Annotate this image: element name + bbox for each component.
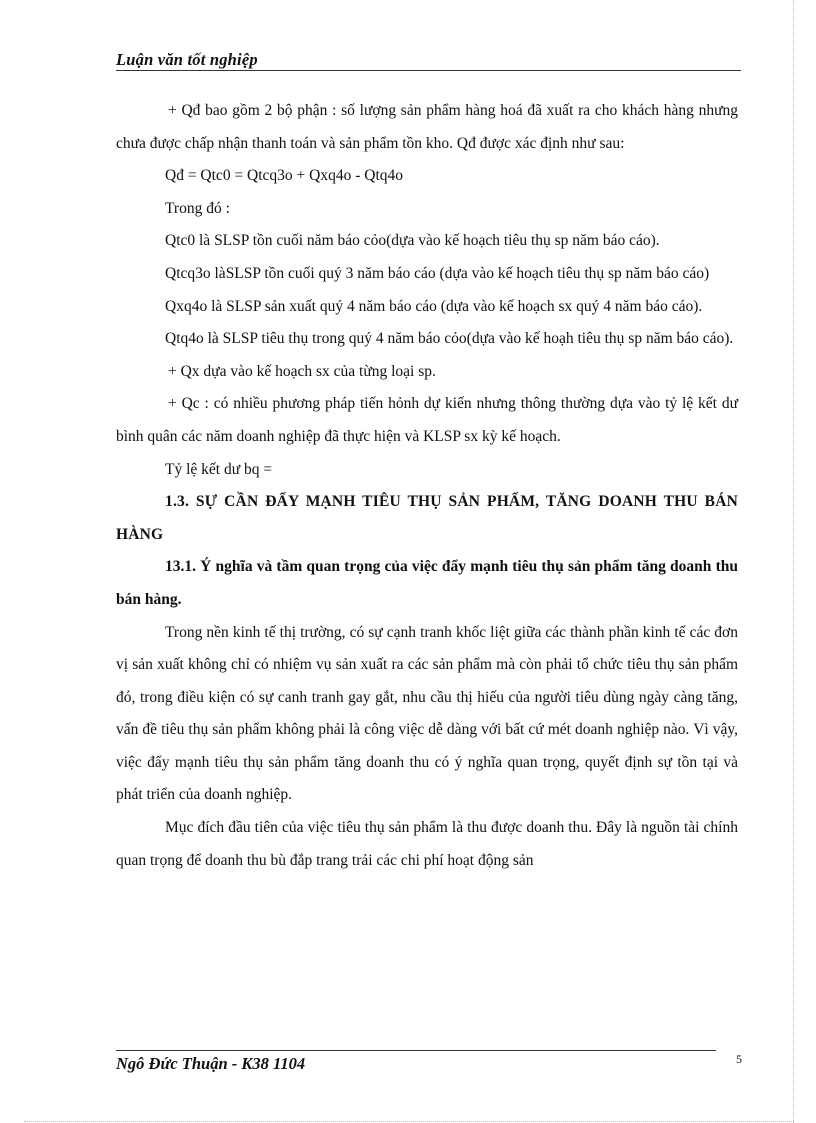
paragraph-qc: + Qc : có nhiều phương pháp tiến hỏnh dự kiến nhưng thông thường dựa vào tỷ lệ kết dư bình quân các năm doanh nghiệp đã thực hiện và KLSP sx kỳ kế hoạch. — [116, 395, 738, 445]
paragraph-qx: + Qx dựa vào kế hoạch sx của từng loại sp. — [168, 362, 436, 380]
page-bottom-border — [24, 1121, 794, 1122]
paragraph-trong-do: Trong đó : — [165, 199, 230, 217]
subsection-heading-13-1: 13.1. Ý nghĩa và tầm quan trọng của việc đẩy mạnh tiêu thụ sản phẩm tăng doanh thu bán hàng. — [116, 558, 738, 608]
running-header-title: Luận văn tốt nghiệp — [116, 50, 258, 69]
paragraph-qd-definition: + Qđ bao gồm 2 bộ phận : số lượng sản phẩm hàng hoá đã xuất ra cho khách hàng nhưng chưa được chấp nhận thanh toán và sản phẩm tồn kho. Qđ được xác định như sau: — [116, 102, 738, 152]
paragraph-qtq4o: Qtq4o là SLSP tiêu thụ trong quý 4 năm báo cỏo(dựa vào kế hoạh tiêu thụ sp năm báo cáo). — [165, 330, 734, 348]
paragraph-ty-le-ket-du: Tỷ lệ kết dư bq = — [165, 460, 273, 478]
paragraph-market-economy: Trong nền kinh tế thị trường, có sự cạnh tranh khốc liệt giữa các thành phần kinh tế các đơn vị sản xuất không chỉ có nhiệm vụ sản xuất ra các sản phẩm mà còn phải tổ chức tiêu thụ sản phẩm đó, trong điều kiện có sự canh tranh gay gắt, nhu cầu thị hiếu của người tiêu dùng ngày càng tăng, vấn đề tiêu thụ sản phẩm không phải là công việc dễ dàng với bất cứ mét doanh nghiệp nào. Vì vậy, việc đẩy mạnh tiêu thụ sản phẩm tăng doanh thu có ý nghĩa quan trọng, quyết định sự tồn tại và phát triển của doanh nghiệp. — [116, 623, 738, 804]
paragraph-qtc0: Qtc0 là SLSP tồn cuối năm báo cỏo(dựa vào kế hoạch tiêu thụ sp năm báo cáo). — [165, 232, 660, 250]
document-body — [116, 95, 738, 877]
formula-qd: Qđ = Qtc0 = Qtcq3o + Qxq4o - Qtq4o — [165, 167, 404, 185]
header-divider — [116, 70, 741, 71]
page-number: 5 — [736, 1052, 742, 1066]
paragraph-qtcq3o: Qtcq3o làSLSP tồn cuối quý 3 năm báo cáo (dựa vào kế hoạch tiêu thụ sp năm báo cáo) — [165, 264, 710, 282]
footer-divider — [116, 1050, 716, 1051]
paragraph-qxq4o: Qxq4o là SLSP sản xuất quý 4 năm báo cáo (dựa vào kế hoạch sx quý 4 năm báo cáo). — [165, 297, 703, 315]
footer-author: Ngô Đức Thuận - K38 1104 — [116, 1054, 306, 1073]
section-heading-1-3: 1.3. SỰ CẦN ĐẨY MẠNH TIÊU THỤ SẢN PHẨM, TĂNG DOANH THU BÁN HÀNG — [116, 493, 738, 543]
paragraph-purpose: Mục đích đầu tiên của việc tiêu thụ sản phẩm là thu được doanh thu. Đây là nguồn tài chính quan trọng để doanh thu bù đắp trang trải các chi phí hoạt động sản — [116, 819, 738, 869]
page-right-border — [793, 0, 794, 1123]
